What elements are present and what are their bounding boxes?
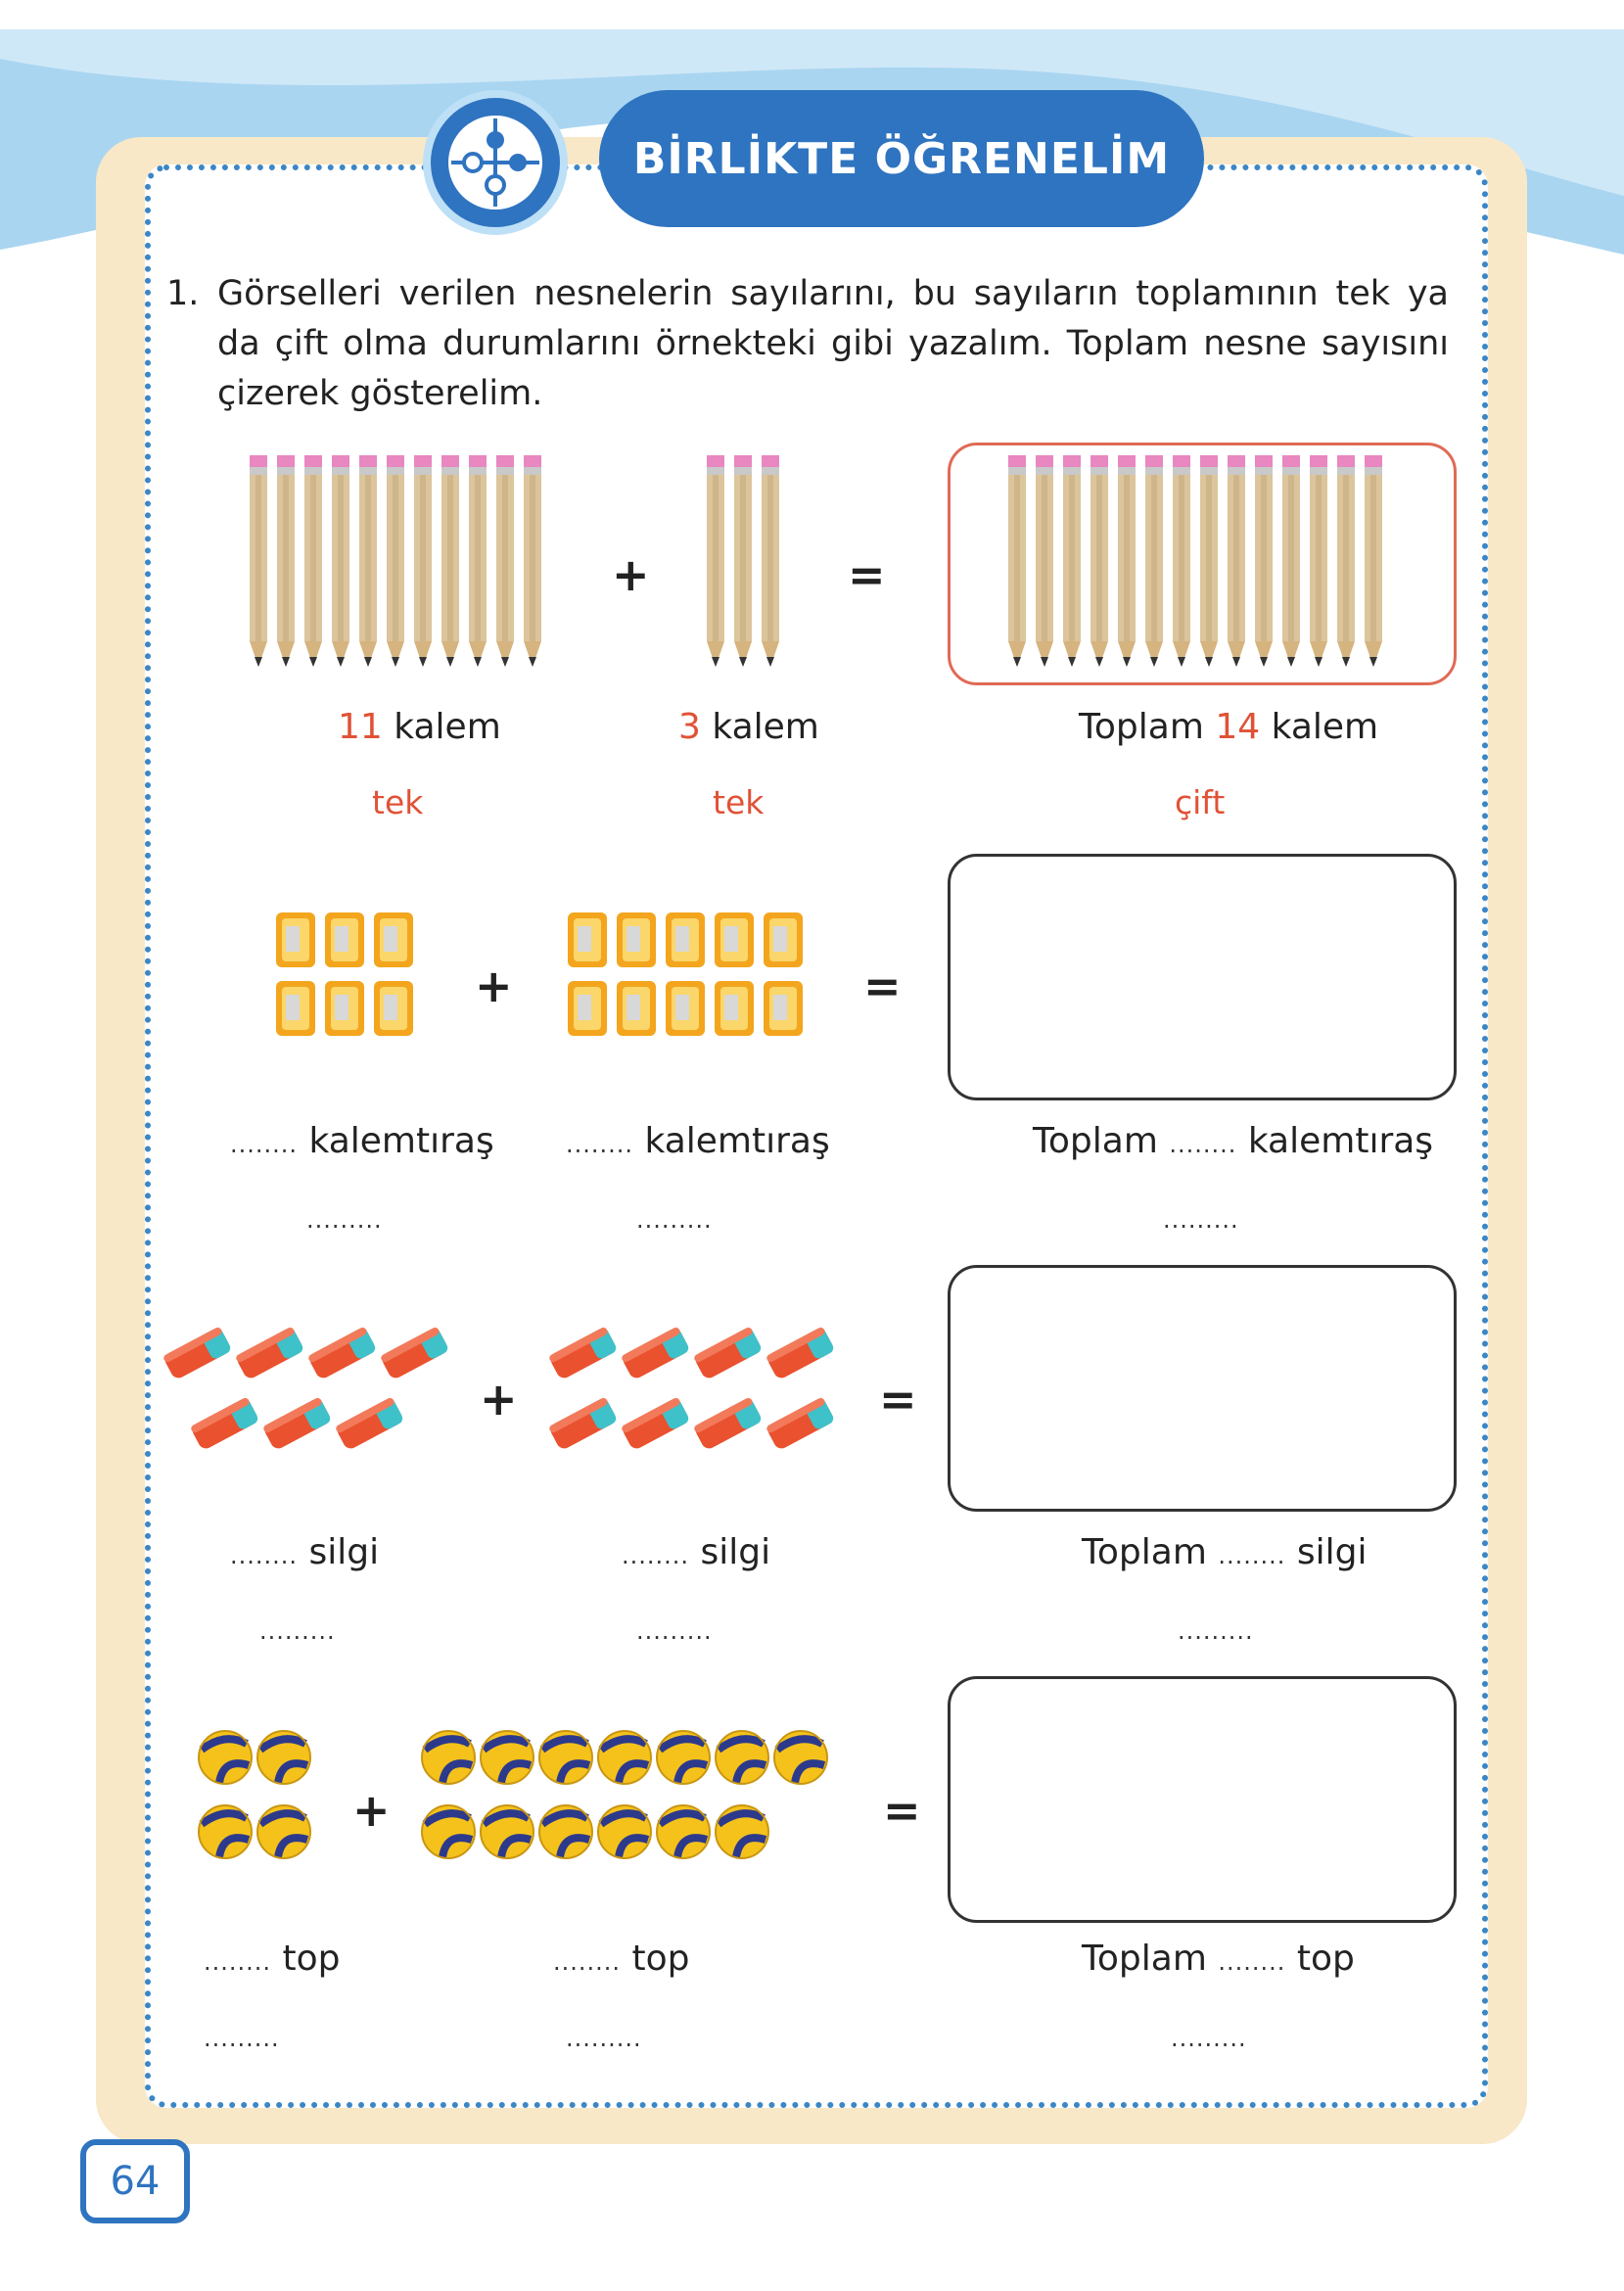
sharpener-icon [568,912,607,967]
sharpener-icon [325,981,364,1036]
sharpener-icon [764,981,803,1036]
example-total-count [1079,707,1378,747]
eraser-icon [766,1327,835,1381]
row3-right-count [553,1939,689,1979]
example-left-unit: kalem [394,707,501,747]
example-total-prefix: Toplam [1079,707,1204,747]
sharpener-icon [666,981,705,1036]
row3-right-unit: top [631,1939,690,1979]
pencil-icon [1337,455,1355,667]
pencil-icon [762,455,779,667]
pencil-icon [496,455,514,667]
sharpener-icon [325,912,364,967]
eraser-icon [235,1327,304,1381]
pencil-icon [1365,455,1382,667]
section-title: BİRLİKTE ÖĞRENELİM [599,90,1204,227]
row3-left-parity-blank[interactable]: ......... [204,2025,280,2052]
answer-box-balls[interactable] [948,1676,1457,1923]
sharpener-icon [666,912,705,967]
row2-left-count [230,1532,379,1572]
row2-right-unit: silgi [700,1532,771,1572]
volleyball-icon [539,1805,592,1858]
row3-total-count [1082,1939,1355,1979]
row3-left-count [204,1939,340,1979]
equals-sign: = [883,1784,921,1837]
row1-total-blank[interactable]: ........ [1169,1131,1237,1158]
eraser-icon [693,1327,763,1381]
ball-group-left [198,1728,325,1865]
eraser-icon [335,1397,404,1452]
row2-left-parity-blank[interactable]: ......... [259,1617,336,1645]
pencil-icon [734,455,752,667]
example-left-count [338,707,501,747]
volleyball-icon [657,1731,710,1784]
row3-total-blank[interactable]: ........ [1218,1948,1286,1976]
question-text: Görselleri verilen nesnelerin sayılarını, bu sayıların toplamının tek ya da çift olma durumlarını örnekteki gibi yazalım. Toplam nesne sayısını çizerek gösterelim. [217,274,1449,413]
row3-right-blank[interactable]: ........ [553,1948,622,1976]
row2-left-unit: silgi [308,1532,380,1572]
row3-left-unit: top [282,1939,341,1979]
row2-left-blank[interactable]: ........ [230,1542,299,1569]
row2-right-blank[interactable]: ........ [622,1542,690,1569]
eraser-icon [307,1327,377,1381]
pencil-icon [469,455,487,667]
row2-total-count [1082,1532,1367,1572]
volleyball-icon [481,1731,534,1784]
row1-total-unit: kalemtıraş [1247,1121,1434,1161]
eraser-icon [548,1397,618,1452]
example-left-number: 11 [338,707,383,747]
plus-sign: + [475,959,513,1012]
pencil-icon [1173,455,1190,667]
eraser-icon [162,1327,232,1381]
answer-box-erasers[interactable] [948,1265,1457,1512]
row1-total-count [1033,1121,1433,1161]
example-right-unit: kalem [712,707,819,747]
eraser-icon [693,1397,763,1452]
sharpener-icon [374,912,413,967]
pencil-icon [1008,455,1026,667]
sharpener-icon [764,912,803,967]
pencil-icon [277,455,295,667]
pencil-group-left [250,455,563,680]
eraser-icon [380,1327,449,1381]
volleyball-icon [199,1731,252,1784]
sharpener-icon [374,981,413,1036]
row1-left-blank[interactable]: ........ [230,1131,299,1158]
row3-right-parity-blank[interactable]: ......... [566,2025,642,2052]
answer-box-sharpeners[interactable] [948,854,1457,1100]
pencil-icon [1145,455,1163,667]
pencil-icon [304,455,322,667]
volleyball-icon [257,1731,310,1784]
sharpener-icon [617,981,656,1036]
equals-sign: = [848,548,886,601]
row1-left-count [230,1121,494,1161]
eraser-group-left [164,1324,458,1471]
plus-sign: + [480,1373,518,1426]
pencil-icon [387,455,404,667]
eraser-icon [190,1397,259,1452]
pencil-icon [1090,455,1108,667]
row1-right-unit: kalemtıraş [644,1121,830,1161]
pencil-icon [1255,455,1273,667]
equals-sign: = [863,959,902,1012]
example-total-unit: kalem [1271,707,1379,747]
row1-right-blank[interactable]: ........ [566,1131,634,1158]
pencil-icon [707,455,724,667]
row2-total-prefix: Toplam [1082,1532,1207,1572]
pencil-icon [414,455,432,667]
sharpener-group-right [568,912,812,1050]
pencil-icon [1063,455,1081,667]
pencil-icon [1310,455,1327,667]
pencil-icon [1282,455,1300,667]
row1-right-parity-blank[interactable]: ......... [636,1206,713,1234]
example-total-number: 14 [1215,707,1261,747]
row2-total-parity-blank[interactable]: ......... [1178,1617,1254,1645]
pencil-icon [524,455,541,667]
row1-total-parity-blank[interactable]: ......... [1163,1206,1239,1234]
example-right-count [678,707,819,747]
volleyball-icon [598,1805,651,1858]
equals-sign: = [879,1373,917,1426]
volleyball-icon [539,1731,592,1784]
puzzle-icon [423,90,568,235]
pencil-icon [1228,455,1245,667]
eraser-icon [548,1327,618,1381]
page-number: 64 [80,2139,190,2223]
pencil-icon [250,455,267,667]
row3-total-parity-blank[interactable]: ......... [1171,2025,1247,2052]
sharpener-icon [568,981,607,1036]
question-number: 1. [166,274,200,313]
sharpener-icon [617,912,656,967]
sharpener-icon [276,981,315,1036]
row1-total-prefix: Toplam [1033,1121,1158,1161]
row3-total-prefix: Toplam [1082,1939,1207,1979]
pencil-icon [1036,455,1053,667]
pencil-group-right [707,455,795,680]
volleyball-icon [257,1805,310,1858]
plus-sign: + [612,548,650,601]
sharpener-icon [276,912,315,967]
example-total-parity: çift [1175,783,1226,821]
row3-left-blank[interactable]: ........ [204,1948,272,1976]
pencil-icon [359,455,377,667]
question-1 [166,269,1449,419]
example-right-number: 3 [678,707,701,747]
sharpener-group-left [276,912,423,1050]
pencil-icon [332,455,349,667]
sharpener-icon [715,981,754,1036]
pencil-icon [441,455,459,667]
row2-total-unit: silgi [1296,1532,1368,1572]
volleyball-icon [481,1805,534,1858]
volleyball-icon [199,1805,252,1858]
sharpener-icon [715,912,754,967]
volleyball-icon [598,1731,651,1784]
eraser-icon [262,1397,332,1452]
row1-right-count [566,1121,830,1161]
row2-total-blank[interactable]: ........ [1218,1542,1286,1569]
row1-left-unit: kalemtıraş [308,1121,494,1161]
pencil-icon [1200,455,1218,667]
volleyball-icon [716,1731,768,1784]
pencil-icon [1118,455,1136,667]
row2-right-count [622,1532,770,1572]
volleyball-icon [422,1731,475,1784]
row3-total-unit: top [1296,1939,1355,1979]
example-right-parity: tek [713,783,765,821]
volleyball-icon [657,1805,710,1858]
eraser-icon [766,1397,835,1452]
ball-group-right [421,1728,842,1865]
example-left-parity: tek [372,783,424,821]
plus-sign: + [352,1784,391,1837]
pencil-group-total [1008,455,1400,680]
eraser-icon [621,1327,690,1381]
volleyball-icon [422,1805,475,1858]
volleyball-icon [716,1805,768,1858]
row1-left-parity-blank[interactable]: ......... [306,1206,383,1234]
eraser-group-right [550,1324,844,1471]
row2-right-parity-blank[interactable]: ......... [636,1617,713,1645]
eraser-icon [621,1397,690,1452]
volleyball-icon [774,1731,827,1784]
